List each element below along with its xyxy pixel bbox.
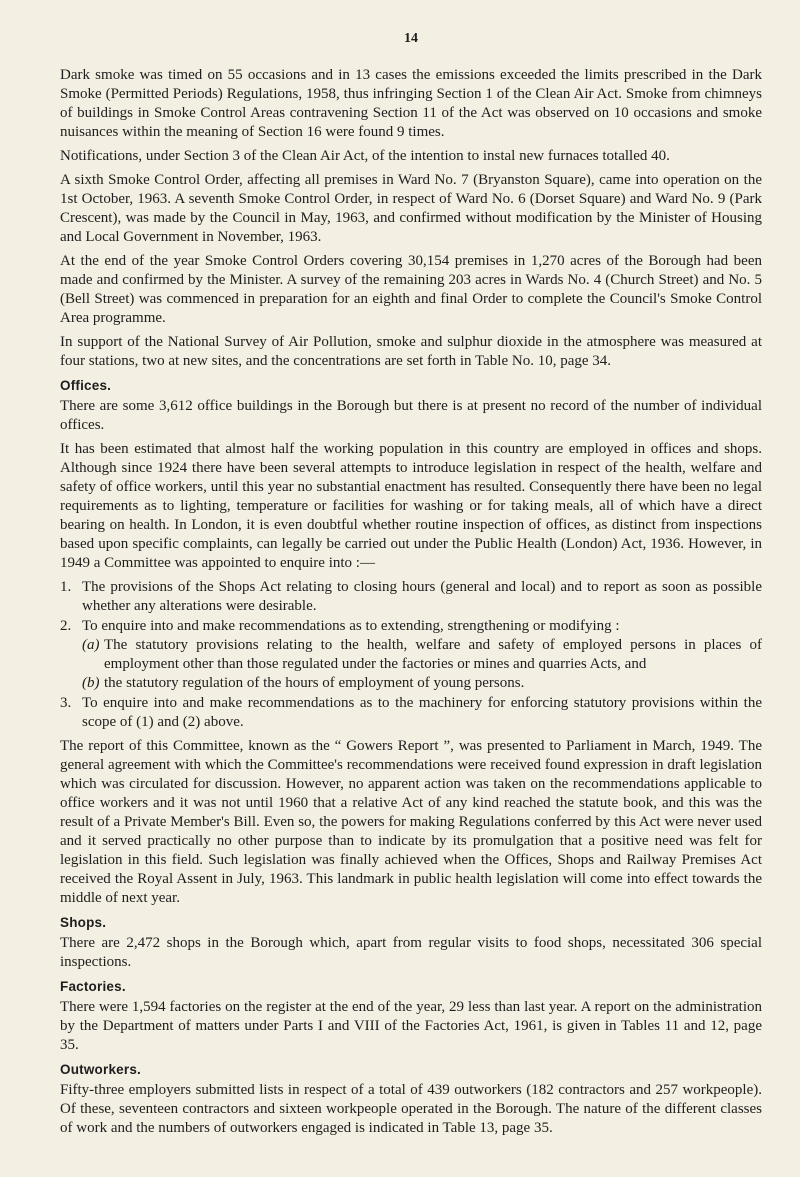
list-item xyxy=(60,617,762,693)
page-number: 14 xyxy=(404,31,418,46)
sub-list-item-text: the statutory regulation of the hours of employment of young persons. xyxy=(104,675,525,691)
paragraph-offices-count: There are some 3,612 office buildings in the Borough but there is at present no record of the number of individual offices. xyxy=(60,398,762,433)
heading-outworkers: Outworkers. xyxy=(60,1062,141,1077)
list-item-number: 3. xyxy=(60,695,72,711)
list-item xyxy=(60,578,762,616)
list-item-number: 1. xyxy=(60,579,72,595)
paragraph-offices-history: It has been estimated that almost half the working population in this country are employed in offices and shops. Although since 1924 there have been several attempts to introduce legislation in respect of the health, welfare and safety of office workers, until this year no substantial enactment has resulted. Consequently there have been no legal requirements as to lighting, temperature or facilities for washing or for taking meals, all of which have a direct bearing on health. In London, it is even doubtful whether routine inspection of offices, as distinct from inspections based upon specific complaints, can legally be carried out under the Public Health (London) Act, 1936. However, in 1949 a Committee was appointed to enquire into :— xyxy=(60,441,762,571)
list-item-text: To enquire into and make recommendations as to the machinery for enforcing statutory provisions within the scope of (1) and (2) above. xyxy=(82,695,762,730)
list-item-text: To enquire into and make recommendations as to extending, strengthening or modifying : xyxy=(82,618,620,634)
paragraph-shops: There are 2,472 shops in the Borough which, apart from regular visits to food shops, necessitated 306 special inspections. xyxy=(60,935,762,970)
heading-offices: Offices. xyxy=(60,378,112,393)
sub-list-item-letter: (a) xyxy=(82,637,100,653)
sub-list-item xyxy=(82,636,762,674)
list-item-number: 2. xyxy=(60,618,72,634)
sub-list-item-letter: (b) xyxy=(82,675,100,691)
paragraph-notifications: Notifications, under Section 3 of the Clean Air Act, of the intention to instal new furnaces totalled 40. xyxy=(60,148,670,164)
paragraph-gowers-report: The report of this Committee, known as the “ Gowers Report ”, was presented to Parliament in March, 1949. The general agreement with which the Committee's recommendations were received found expression in draft legislation which was circulated for discussion. However, no apparent action was taken on the recommendations applicable to office workers and it was not until 1960 that a relative Act of any kind reached the statute book, and this was the result of a Private Member's Bill. Even so, the powers for making Regulations conferred by this Act were never used and it served practically no other purpose than to indicate by its promulgation that a positive need was felt for legislation in this field. Such legislation was finally achieved when the Offices, Shops and Railway Premises Act received the Royal Assent in July, 1963. This landmark in public health legislation will come into effect towards the middle of next year. xyxy=(60,738,762,906)
sub-list xyxy=(82,636,762,693)
sub-list-item-text: The statutory provisions relating to the health, welfare and safety of employed persons in places of employment other than those regulated under the factories or mines and quarries Acts, and xyxy=(104,637,762,672)
list-item-text: The provisions of the Shops Act relating to closing hours (general and local) and to report as soon as possible whether any alterations were desirable. xyxy=(82,579,762,614)
committee-terms-list xyxy=(60,578,762,732)
paragraph-outworkers: Fifty-three employers submitted lists in respect of a total of 439 outworkers (182 contractors and 257 workpeople). Of these, seventeen contractors and sixteen workpeople operated in the Borough. The nature of the different classes of work and the numbers of outworkers engaged is indicated in Table 13, page 35. xyxy=(60,1082,762,1136)
paragraph-national-survey: In support of the National Survey of Air Pollution, smoke and sulphur dioxide in the atmosphere was measured at four stations, two at new sites, and the concentrations are set forth in Table No. 10, page 34. xyxy=(60,334,762,369)
list-item xyxy=(60,694,762,732)
paragraph-factories: There were 1,594 factories on the register at the end of the year, 29 less than last year. A report on the administration by the Department of matters under Parts I and VIII of the Factories Act, 1961, is given in Tables 11 and 12, page 35. xyxy=(60,999,762,1053)
heading-shops: Shops. xyxy=(60,915,107,930)
sub-list-item xyxy=(82,674,762,693)
paragraph-sixth-order: A sixth Smoke Control Order, affecting all premises in Ward No. 7 (Bryanston Square), came into operation on the 1st October, 1963. A seventh Smoke Control Order, in respect of Ward No. 6 (Dorset Square) and Ward No. 9 (Park Crescent), was made by the Council in May, 1963, and confirmed without modification by the Minister of Housing and Local Government in November, 1963. xyxy=(60,172,762,245)
paragraph-end-of-year: At the end of the year Smoke Control Orders covering 30,154 premises in 1,270 acres of the Borough had been made and confirmed by the Minister. A survey of the remaining 203 acres in Wards No. 4 (Church Street) and No. 5 (Bell Street) was commenced in preparation for an eighth and final Order to complete the Council's Smoke Control Area programme. xyxy=(60,253,762,326)
paragraph-dark-smoke: Dark smoke was timed on 55 occasions and in 13 cases the emissions exceeded the limits prescribed in the Dark Smoke (Permitted Periods) Regulations, 1958, thus infringing Section 1 of the Clean Air Act. Smoke from chimneys of buildings in Smoke Control Areas contravening Section 11 of the Act was observed on 10 occasions and smoke nuisances within the meaning of Section 16 were found 9 times. xyxy=(60,67,762,140)
heading-factories: Factories. xyxy=(60,979,126,994)
